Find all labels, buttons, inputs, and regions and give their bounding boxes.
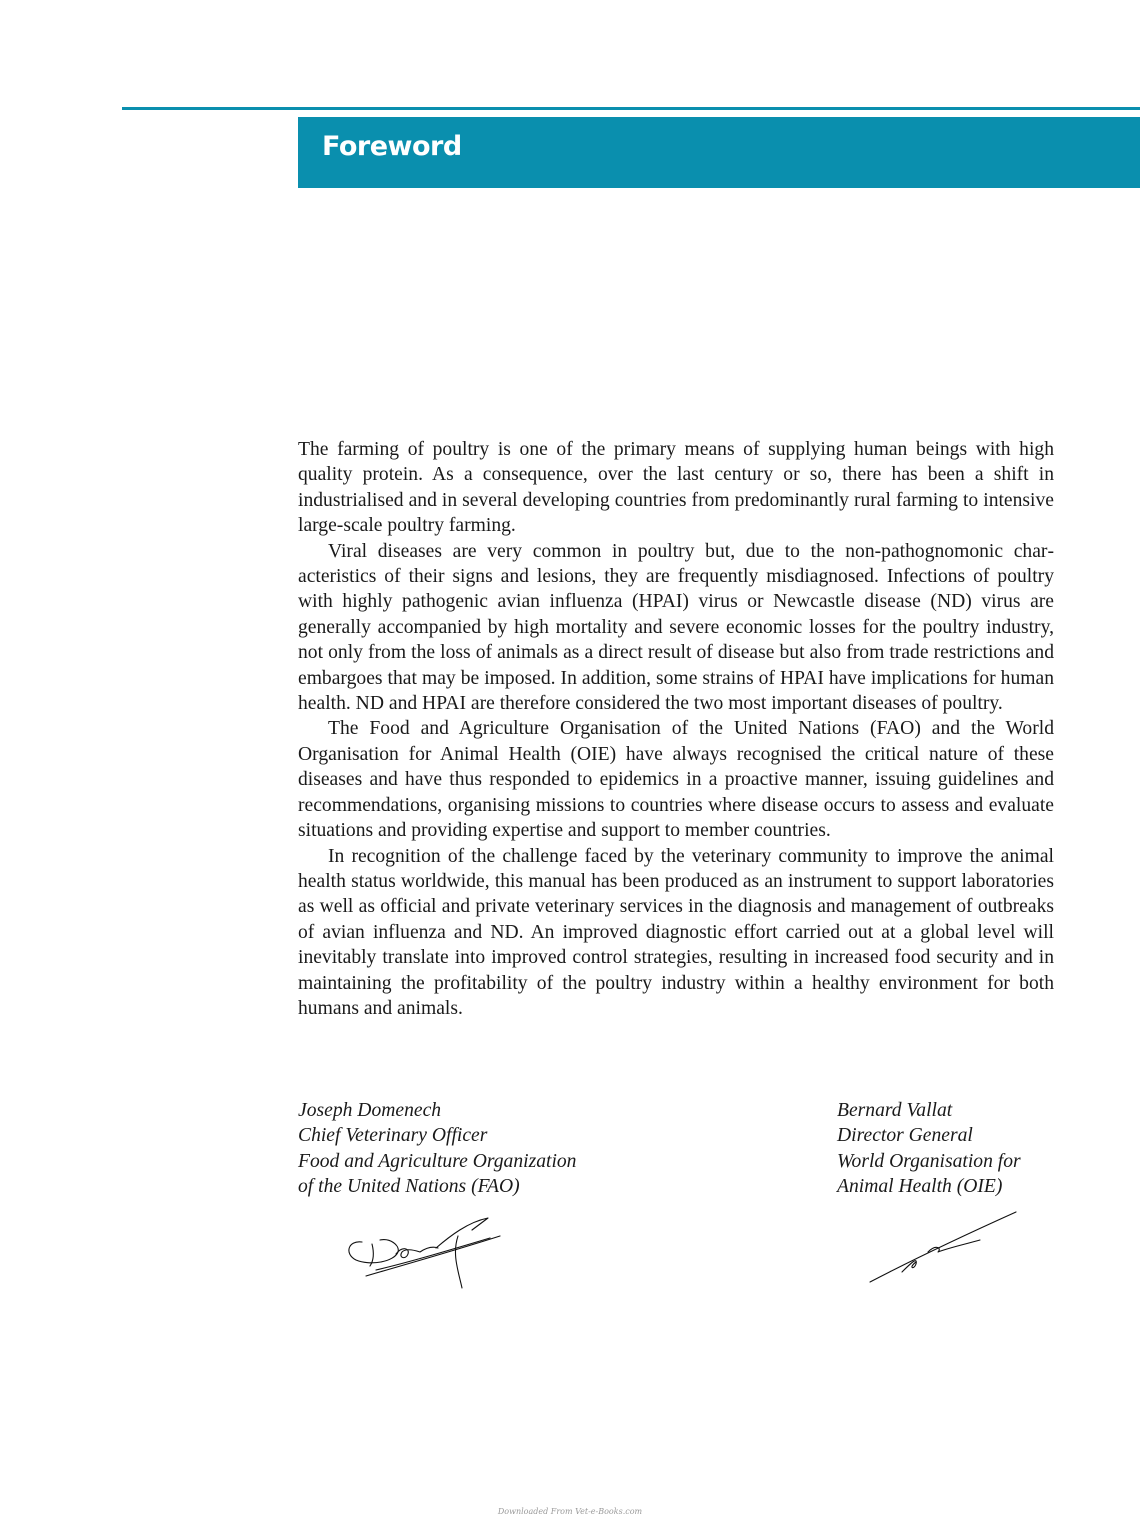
signatory-oie: [837, 1098, 1097, 1200]
paragraph-2: Viral diseases are very common in poultry but, due to the non-pathognomonic characteristics of their signs and lesions, they are frequently misdiagnosed. Infections of poultry with highly pathogenic avian influenza (HPAI) virus or Newcastle disease (ND) virus are generally accompanied by high mortality and severe economic losses for the poultry industry, not only from the loss of animals as a direct result of disease but also from trade restrictions and embargoes that may be imposed. In addition, some strains of HPAI have implications for human health. ND and HPAI are therefore considered the two most important diseases of poultry.: [298, 540, 1054, 715]
paragraph-1: The farming of poultry is one of the primary means of supplying human beings with high quality protein. As a consequence, over the last century or so, there has been a shift in industrialised and in several developing countries from predominantly rural farming to intensive large-scale poultry farming.: [298, 439, 1054, 537]
paragraph-4: In recognition of the challenge faced by the veterinary community to improve the animal health status worldwide, this manual has been produced as an instrument to support laboratories as well as official and private veterinary services in the diagnosis and management of outbreaks of avian influenza and ND. An improved diagnostic effort carried out at a global level will inevitably translate into improved control strategies, resulting in increased food security and in maintaining the profitability of the poultry industry within a healthy environment for both humans and animals.: [298, 845, 1054, 1019]
signature-vallat: [866, 1208, 1026, 1288]
signatory-org-line-1: World Organisation for: [837, 1150, 1021, 1172]
signatory-title: Director General: [837, 1125, 973, 1147]
signatory-title: Chief Veterinary Officer: [298, 1125, 488, 1147]
top-rule: [122, 107, 1140, 110]
page-title: Foreword: [322, 131, 462, 162]
signatory-fao: [298, 1098, 718, 1200]
signatory-org-line-1: Food and Agriculture Organization: [298, 1150, 577, 1172]
header-band: [298, 117, 1140, 188]
signature-domenech: [340, 1212, 510, 1294]
paragraph-3: The Food and Agriculture Organisation of the United Nations (FAO) and the World Organisation for Animal Health (OIE) have always recognised the critical nature of these diseases and have thus responded to epidemics in a proactive manner, issuing guidelines and recommendations, organising missions to countries where disease occurs to assess and evaluate situations and providing expertise and support to member countries.: [298, 718, 1054, 842]
signatory-org-line-2: of the United Nations (FAO): [298, 1176, 520, 1198]
signatory-org-line-2: Animal Health (OIE): [837, 1176, 1003, 1198]
signatory-name: Bernard Vallat: [837, 1100, 953, 1121]
footer-download-note: Downloaded From Vet-e-Books.com: [497, 1507, 643, 1516]
signatory-name: Joseph Domenech: [298, 1100, 442, 1121]
foreword-body: [298, 437, 1054, 1021]
